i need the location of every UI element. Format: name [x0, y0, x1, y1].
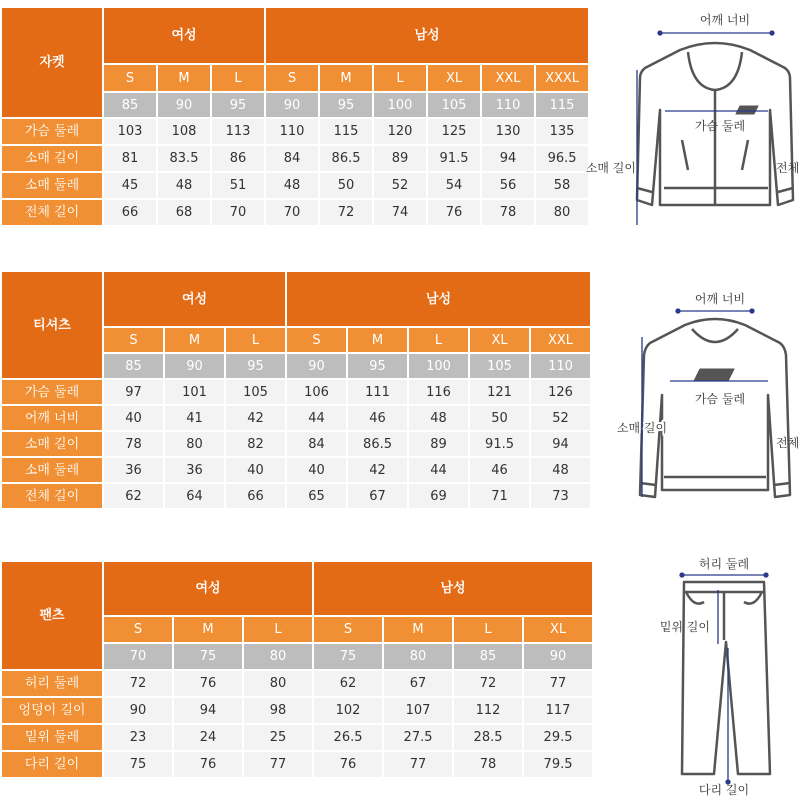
tshirt-women-header: 여성 [104, 272, 285, 326]
size-letter: L [409, 328, 468, 352]
table-cell: 51 [212, 173, 264, 198]
table-cell: 94 [482, 146, 534, 171]
shoulder-width-label: 어깨 너비 [694, 292, 746, 306]
size-number: 95 [226, 354, 285, 378]
size-number: 90 [524, 644, 592, 669]
size-number: 70 [104, 644, 172, 669]
table-cell: 56 [482, 173, 534, 198]
size-number: 75 [314, 644, 382, 669]
table-cell: 96.5 [536, 146, 588, 171]
table-cell: 66 [104, 200, 156, 225]
table-row [2, 752, 592, 777]
jacket-category-label: 자켓 [2, 8, 102, 117]
size-number: 85 [104, 93, 156, 117]
table-cell: 24 [174, 725, 242, 750]
table-cell: 77 [524, 671, 592, 696]
row-label: 엉덩이 길이 [2, 698, 102, 723]
row-label: 가슴 둘레 [2, 380, 102, 404]
table-cell: 75 [104, 752, 172, 777]
table-cell: 62 [104, 484, 163, 508]
table-cell: 76 [174, 671, 242, 696]
jacket-size-table [0, 6, 590, 227]
table-cell: 73 [531, 484, 590, 508]
size-number: 115 [536, 93, 588, 117]
leg-length-label: 다리 길이 [698, 783, 750, 797]
size-letter: XL [524, 617, 592, 642]
size-letter: XXL [482, 65, 534, 91]
size-number: 80 [244, 644, 312, 669]
table-cell: 36 [104, 458, 163, 482]
pants-women-header: 여성 [104, 562, 312, 615]
size-number: 75 [174, 644, 242, 669]
table-cell: 41 [165, 406, 224, 430]
table-cell: 135 [536, 119, 588, 144]
size-letter: M [158, 65, 210, 91]
table-cell: 69 [409, 484, 468, 508]
row-label: 전체 길이 [2, 484, 102, 508]
table-cell: 89 [409, 432, 468, 456]
size-number: 90 [266, 93, 318, 117]
table-cell: 66 [226, 484, 285, 508]
tshirt-measure-diagram [600, 285, 800, 510]
tshirt-men-header: 남성 [287, 272, 590, 326]
table-cell: 48 [409, 406, 468, 430]
table-cell: 45 [104, 173, 156, 198]
size-letter: S [314, 617, 382, 642]
row-label: 다리 길이 [2, 752, 102, 777]
size-letter: XL [428, 65, 480, 91]
tshirt-icon [640, 319, 790, 497]
size-letter: S [104, 328, 163, 352]
table-cell: 62 [314, 671, 382, 696]
row-label: 소매 길이 [2, 432, 102, 456]
table-cell: 125 [428, 119, 480, 144]
table-cell: 67 [384, 671, 452, 696]
pants-size-table [0, 560, 594, 779]
size-letter: S [266, 65, 318, 91]
size-number: 95 [212, 93, 264, 117]
size-letter: L [226, 328, 285, 352]
size-number: 90 [158, 93, 210, 117]
table-cell: 98 [244, 698, 312, 723]
table-cell: 84 [266, 146, 318, 171]
table-cell: 36 [165, 458, 224, 482]
row-label: 밑위 둘레 [2, 725, 102, 750]
table-cell: 102 [314, 698, 382, 723]
size-number: 95 [320, 93, 372, 117]
table-cell: 90 [104, 698, 172, 723]
table-cell: 106 [287, 380, 346, 404]
size-letter: S [104, 65, 156, 91]
table-cell: 40 [287, 458, 346, 482]
table-cell: 81 [104, 146, 156, 171]
pants-category-label: 팬츠 [2, 562, 102, 669]
size-number: 105 [428, 93, 480, 117]
table-cell: 48 [158, 173, 210, 198]
table-cell: 115 [320, 119, 372, 144]
table-cell: 91.5 [470, 432, 529, 456]
table-row [2, 406, 590, 430]
table-cell: 112 [454, 698, 522, 723]
table-cell: 67 [348, 484, 407, 508]
table-cell: 89 [374, 146, 426, 171]
table-cell: 52 [531, 406, 590, 430]
chest-label: 가슴 둘레 [694, 119, 746, 133]
table-cell: 46 [348, 406, 407, 430]
table-cell: 76 [314, 752, 382, 777]
row-label: 소매 둘레 [2, 173, 102, 198]
table-cell: 68 [158, 200, 210, 225]
table-row [2, 698, 592, 723]
tshirt-category-label: 티셔츠 [2, 272, 102, 378]
table-cell: 48 [531, 458, 590, 482]
size-letter: L [454, 617, 522, 642]
pants-men-header: 남성 [314, 562, 592, 615]
size-letter: M [174, 617, 242, 642]
total-length-label: 전체 [776, 436, 800, 450]
size-number: 80 [384, 644, 452, 669]
table-cell: 28.5 [454, 725, 522, 750]
pants-measure-diagram [620, 552, 800, 800]
table-cell: 117 [524, 698, 592, 723]
row-label: 가슴 둘레 [2, 119, 102, 144]
size-letter: S [287, 328, 346, 352]
table-cell: 126 [531, 380, 590, 404]
table-cell: 54 [428, 173, 480, 198]
table-row [2, 671, 592, 696]
table-cell: 48 [266, 173, 318, 198]
size-letter: XXL [531, 328, 590, 352]
size-letter: XL [470, 328, 529, 352]
table-cell: 76 [428, 200, 480, 225]
table-cell: 116 [409, 380, 468, 404]
table-cell: 26.5 [314, 725, 382, 750]
table-cell: 44 [409, 458, 468, 482]
table-cell: 94 [531, 432, 590, 456]
size-letter: M [320, 65, 372, 91]
size-number: 100 [374, 93, 426, 117]
row-label: 허리 둘레 [2, 671, 102, 696]
size-letter: M [384, 617, 452, 642]
table-cell: 110 [266, 119, 318, 144]
pants-icon [682, 582, 770, 774]
table-row [2, 173, 588, 198]
table-cell: 101 [165, 380, 224, 404]
size-letter: M [348, 328, 407, 352]
total-length-label: 전체 [776, 161, 800, 175]
shoulder-width-label: 어깨 너비 [699, 13, 751, 27]
table-row [2, 725, 592, 750]
table-cell: 44 [287, 406, 346, 430]
table-cell: 42 [348, 458, 407, 482]
table-cell: 105 [226, 380, 285, 404]
table-cell: 70 [212, 200, 264, 225]
row-label: 소매 둘레 [2, 458, 102, 482]
table-cell: 76 [174, 752, 242, 777]
table-cell: 40 [226, 458, 285, 482]
table-row [2, 119, 588, 144]
table-cell: 64 [165, 484, 224, 508]
tshirt-size-table [0, 270, 592, 510]
size-number: 105 [470, 354, 529, 378]
table-cell: 77 [244, 752, 312, 777]
table-cell: 78 [104, 432, 163, 456]
table-cell: 86 [212, 146, 264, 171]
table-cell: 50 [470, 406, 529, 430]
jacket-men-header: 남성 [266, 8, 588, 63]
table-cell: 70 [266, 200, 318, 225]
table-cell: 80 [536, 200, 588, 225]
size-number: 110 [531, 354, 590, 378]
table-cell: 40 [104, 406, 163, 430]
table-cell: 107 [384, 698, 452, 723]
table-cell: 27.5 [384, 725, 452, 750]
size-number: 110 [482, 93, 534, 117]
table-cell: 94 [174, 698, 242, 723]
waist-label: 허리 둘레 [698, 557, 750, 571]
table-cell: 80 [165, 432, 224, 456]
size-number: 90 [287, 354, 346, 378]
row-label: 전체 길이 [2, 200, 102, 225]
table-row [2, 432, 590, 456]
table-cell: 58 [536, 173, 588, 198]
table-cell: 78 [482, 200, 534, 225]
table-cell: 113 [212, 119, 264, 144]
row-label: 소매 길이 [2, 146, 102, 171]
size-letter: M [165, 328, 224, 352]
size-number: 90 [165, 354, 224, 378]
table-cell: 74 [374, 200, 426, 225]
size-number: 85 [104, 354, 163, 378]
table-cell: 86.5 [348, 432, 407, 456]
table-cell: 86.5 [320, 146, 372, 171]
table-cell: 52 [374, 173, 426, 198]
table-cell: 97 [104, 380, 163, 404]
size-number: 85 [454, 644, 522, 669]
table-row [2, 200, 588, 225]
table-cell: 29.5 [524, 725, 592, 750]
table-cell: 121 [470, 380, 529, 404]
table-row [2, 146, 588, 171]
size-letter: XXXL [536, 65, 588, 91]
table-cell: 78 [454, 752, 522, 777]
table-row [2, 458, 590, 482]
table-cell: 46 [470, 458, 529, 482]
rise-label: 밑위 길이 [659, 620, 710, 634]
table-cell: 80 [244, 671, 312, 696]
table-cell: 71 [470, 484, 529, 508]
table-cell: 83.5 [158, 146, 210, 171]
size-number: 95 [348, 354, 407, 378]
sleeve-length-label: 소매 길이 [585, 161, 636, 175]
row-label: 어깨 너비 [2, 406, 102, 430]
table-cell: 103 [104, 119, 156, 144]
size-number: 100 [409, 354, 468, 378]
jacket-women-header: 여성 [104, 8, 264, 63]
table-cell: 82 [226, 432, 285, 456]
table-cell: 120 [374, 119, 426, 144]
size-letter: L [374, 65, 426, 91]
table-cell: 72 [104, 671, 172, 696]
table-cell: 84 [287, 432, 346, 456]
table-cell: 111 [348, 380, 407, 404]
chest-label: 가슴 둘레 [694, 392, 746, 406]
table-cell: 130 [482, 119, 534, 144]
table-cell: 72 [454, 671, 522, 696]
size-letter: L [244, 617, 312, 642]
size-letter: L [212, 65, 264, 91]
table-cell: 23 [104, 725, 172, 750]
jacket-measure-diagram [585, 0, 800, 240]
table-row [2, 380, 590, 404]
table-cell: 42 [226, 406, 285, 430]
table-cell: 91.5 [428, 146, 480, 171]
table-cell: 77 [384, 752, 452, 777]
table-cell: 25 [244, 725, 312, 750]
table-row [2, 484, 590, 508]
table-cell: 108 [158, 119, 210, 144]
sleeve-length-label: 소매 길이 [616, 421, 668, 435]
size-letter: S [104, 617, 172, 642]
table-cell: 72 [320, 200, 372, 225]
table-cell: 79.5 [524, 752, 592, 777]
table-cell: 50 [320, 173, 372, 198]
table-cell: 65 [287, 484, 346, 508]
